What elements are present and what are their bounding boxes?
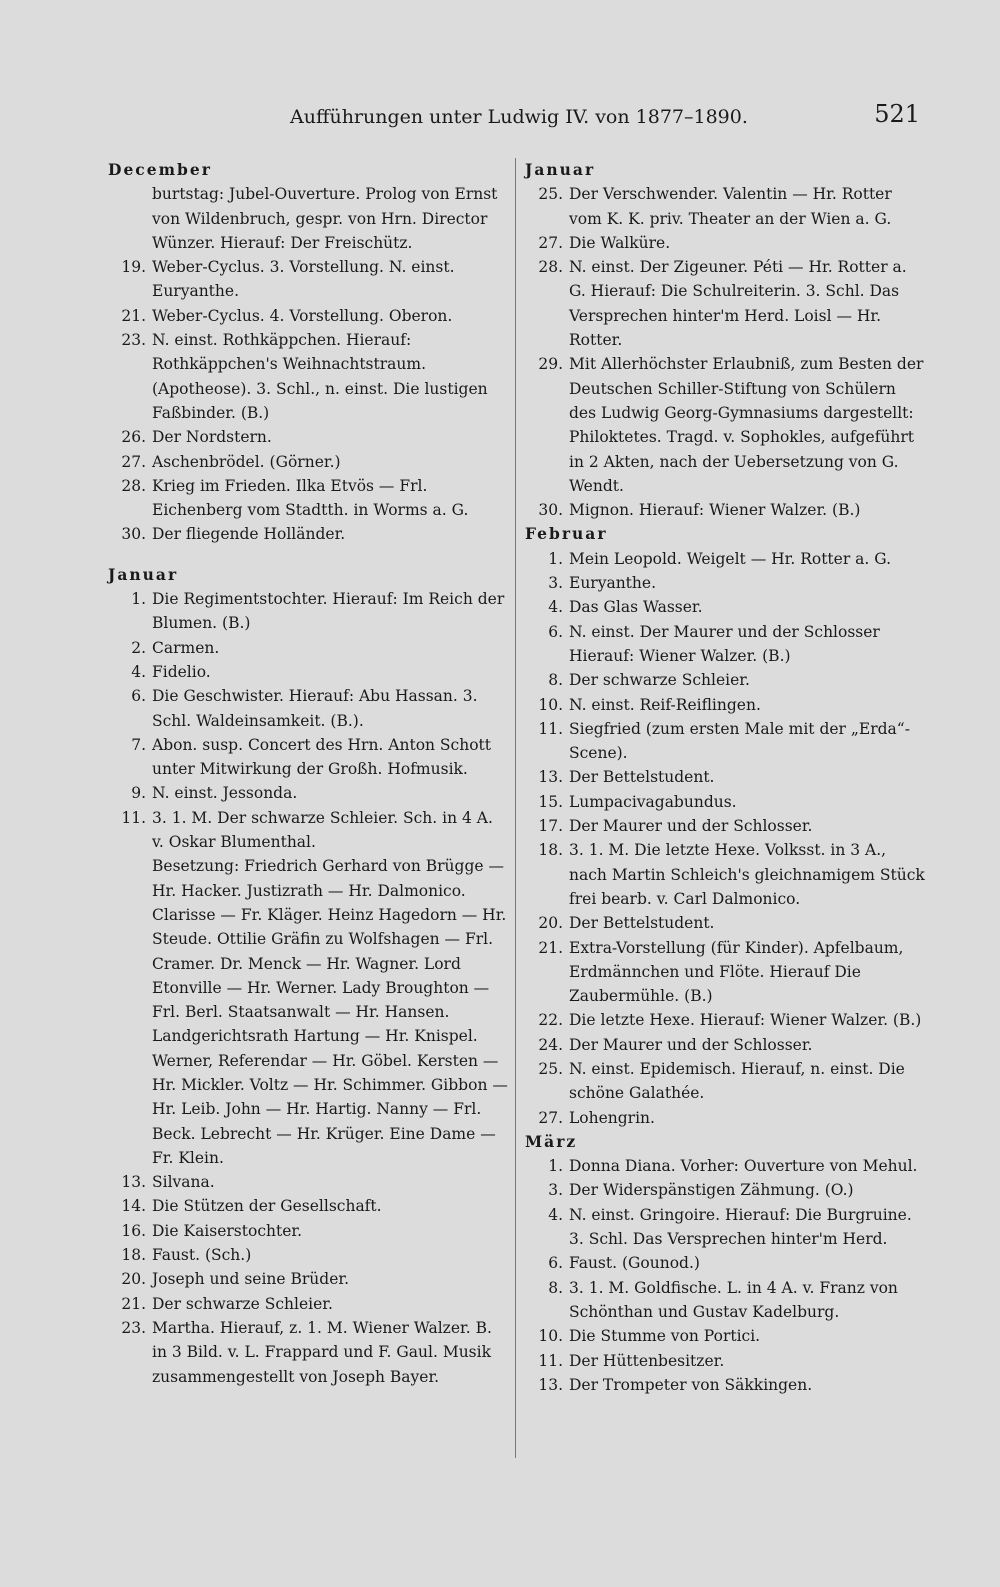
performance-entry <box>108 1292 508 1316</box>
performance-entry <box>525 838 925 911</box>
entry-date: 15. <box>538 792 563 811</box>
entry-text: N. einst. Reif-Reiflingen. <box>569 695 761 714</box>
entry-date: 17. <box>538 817 563 836</box>
performance-entry <box>108 660 508 684</box>
entry-text: Lohengrin. <box>569 1108 655 1127</box>
entry-text: Der Bettelstudent. <box>569 914 715 933</box>
entry-text: Der Maurer und der Schlosser. <box>569 1035 813 1054</box>
entry-text: Faust. (Sch.) <box>152 1246 252 1265</box>
entry-date: 11. <box>538 1351 563 1370</box>
month-heading: Februar <box>525 524 608 544</box>
performance-entry <box>108 733 508 782</box>
entry-text: Extra-Vorstellung (für Kinder). Apfelbaum, Erdmännchen und Flöte. Hierauf Die Zaubermühle. (B.) <box>569 938 904 1006</box>
performance-entry <box>525 765 925 789</box>
entry-date: 6. <box>548 1254 563 1273</box>
entry-text: Die Regimentstochter. Hierauf: Im Reich der Blumen. (B.) <box>152 590 505 633</box>
entry-date: 20. <box>121 1270 146 1289</box>
performance-entry <box>525 595 925 619</box>
entry-date: 30. <box>121 525 146 544</box>
entry-date: 10. <box>538 1327 563 1346</box>
entry-text: Donna Diana. Vorher: Ouverture von Mehul. <box>569 1157 918 1176</box>
entry-text: N. einst. Epidemisch. Hierauf, n. einst. Die schöne Galathée. <box>569 1059 905 1103</box>
entry-date: 13. <box>538 1375 563 1394</box>
entry-text: Die Walküre. <box>569 233 671 252</box>
month-heading: Januar <box>108 564 179 584</box>
performance-entry <box>525 1033 925 1057</box>
entry-date: 4. <box>548 1205 563 1224</box>
entry-date: 21. <box>538 938 563 957</box>
entry-date: 11. <box>538 719 563 738</box>
right-column <box>525 158 925 1397</box>
entry-text: N. einst. Der Maurer und der Schlosser Hierauf: Wiener Walzer. (B.) <box>569 622 880 665</box>
entry-date: 18. <box>538 841 563 860</box>
performance-entry <box>525 1154 925 1178</box>
entry-date: 28. <box>538 258 563 277</box>
entry-date: 8. <box>548 671 563 690</box>
performance-entry <box>525 1324 925 1348</box>
entry-text: Aschenbrödel. (Görner.) <box>152 452 341 471</box>
performance-entry <box>525 1349 925 1373</box>
entry-date: 13. <box>121 1173 146 1192</box>
entry-text: Die Geschwister. Hierauf: Abu Hassan. 3. Schl. Waldeinsamkeit. (B.). <box>152 687 478 730</box>
left-column <box>108 158 508 1389</box>
performance-entry <box>108 587 508 636</box>
entry-text: Die Stumme von Portici. <box>569 1327 761 1346</box>
performance-entry <box>108 684 508 733</box>
month-heading: Januar <box>525 160 596 179</box>
performance-entry <box>525 717 925 766</box>
entry-text: N. einst. Jessonda. <box>152 784 298 803</box>
performance-entry <box>525 911 925 935</box>
performance-entry <box>108 1267 508 1291</box>
performance-entry <box>525 547 925 571</box>
performance-entry <box>525 790 925 814</box>
entry-date: 28. <box>121 476 146 495</box>
performance-entry <box>108 474 508 523</box>
entry-date: 24. <box>538 1035 563 1054</box>
entry-text: Der Verschwender. Valentin — Hr. Rotter vom K. K. priv. Theater an der Wien a. G. <box>569 185 892 228</box>
entry-date: 23. <box>121 331 146 350</box>
performance-entry <box>525 936 925 1009</box>
entry-date: 1. <box>548 1157 563 1176</box>
performance-entry <box>108 781 508 805</box>
performance-entry <box>525 1178 925 1202</box>
entry-date: 20. <box>538 914 563 933</box>
entry-text: Der Nordstern. <box>152 428 272 447</box>
entry-continuation: Besetzung: Friedrich Gerhard von Brügge — Hr. Hacker. Justizrath — Hr. Dalmonico. Clarisse — Fr. Kläger. Heinz Hagedorn — Hr. Steude. Ottilie Gräfin zu Wolfshagen — Frl. Cramer. Dr. Menck — Hr. Wagner. Lord Etonville — Hr. Werner. Lady Broughton — Frl. Berl. Staatsanwalt — Hr. Hansen. Landgerichtsrath Hartung — Hr. Knispel. Werner, Referendar — Hr. Göbel. Kersten — Hr. Mickler. Voltz — Hr. Schimmer. Gibbon — Hr. Leib. John — Hr. Hartig. Nanny — Frl. Beck. Lebrecht — Hr. Krüger. Eine Dame — Fr. Klein. <box>152 857 508 1167</box>
entry-text: Der Hüttenbesitzer. <box>569 1351 725 1370</box>
performance-entry <box>525 1203 925 1252</box>
performance-entry <box>525 231 925 255</box>
entry-text: Der schwarze Schleier. <box>569 671 750 690</box>
performance-entry <box>525 571 925 595</box>
entry-text: 3. 1. M. Die letzte Hexe. Volksst. in 3 A., nach Martin Schleich's gleichnamigem Stück frei bearb. v. Carl Dalmonico. <box>569 841 925 908</box>
performance-entry <box>108 304 508 328</box>
entry-date: 21. <box>121 306 146 325</box>
entry-date: 7. <box>131 735 146 754</box>
performance-entry <box>525 693 925 717</box>
column-divider <box>515 158 516 1458</box>
entry-date: 3. <box>548 1181 563 1200</box>
entry-date: 6. <box>548 622 563 641</box>
entry-text: 3. 1. M. Der schwarze Schleier. Sch. in 4 A. v. Oskar Blumenthal. <box>152 808 493 852</box>
performance-entry <box>525 182 925 231</box>
performance-entry <box>525 1251 925 1275</box>
entry-date: 9. <box>131 784 146 803</box>
entry-date: 4. <box>548 598 563 617</box>
performance-entry <box>108 1194 508 1218</box>
entry-text: Siegfried (zum ersten Male mit der „Erda“-Scene). <box>569 719 910 763</box>
entry-text: Der Bettelstudent. <box>569 768 715 787</box>
entry-text: Der Maurer und der Schlosser. <box>569 817 813 836</box>
entry-date: 26. <box>121 428 146 447</box>
entry-text: Euryanthe. <box>569 574 656 593</box>
entry-date: 25. <box>538 185 563 204</box>
entry-text: Abon. susp. Concert des Hrn. Anton Schott unter Mitwirkung der Großh. Hofmusik. <box>152 735 492 779</box>
entry-date: 22. <box>538 1011 563 1030</box>
performance-entry <box>525 620 925 669</box>
entry-text: Der schwarze Schleier. <box>152 1294 333 1313</box>
entry-date: 27. <box>121 452 146 471</box>
entry-date: 27. <box>538 1108 563 1127</box>
entry-date: 30. <box>538 501 563 520</box>
entry-text: Martha. Hierauf, z. 1. M. Wiener Walzer. B. in 3 Bild. v. L. Frappard und F. Gaul. Musik zusammengestellt von Joseph Bayer. <box>152 1318 492 1386</box>
performance-entry <box>525 255 925 352</box>
performance-entry <box>525 352 925 498</box>
entry-date: 1. <box>131 590 146 609</box>
entry-text: Weber-Cyclus. 3. Vorstellung. N. einst. Euryanthe. <box>152 258 455 301</box>
entry-text: Der fliegende Holländer. <box>152 525 346 544</box>
performance-entry <box>525 1057 925 1106</box>
page-number: 521 <box>874 100 920 128</box>
entry-text: N. einst. Rothkäppchen. Hierauf: Rothkäppchen's Weihnachtstraum. (Apotheose). 3. Schl., n. einst. Die lustigen Faßbinder. (B.) <box>152 331 488 422</box>
performance-entry <box>108 1316 508 1389</box>
performance-entry <box>525 1106 925 1130</box>
entry-text: Joseph und seine Brüder. <box>152 1270 349 1289</box>
entry-text: Silvana. <box>152 1173 215 1192</box>
entry-text: Krieg im Frieden. Ilka Etvös — Frl. Eichenberg vom Stadtth. in Worms a. G. <box>152 476 469 520</box>
entry-text: Die letzte Hexe. Hierauf: Wiener Walzer. (B.) <box>569 1011 922 1030</box>
entry-date: 21. <box>121 1294 146 1313</box>
performance-entry <box>525 1008 925 1032</box>
entry-text: Die Kaiserstochter. <box>152 1221 303 1240</box>
entry-date: 4. <box>131 662 146 681</box>
performance-entry <box>525 498 925 522</box>
entry-text: Der Trompeter von Säkkingen. <box>569 1375 813 1394</box>
entry-text: Mein Leopold. Weigelt — Hr. Rotter a. G. <box>569 549 892 568</box>
entry-text: Faust. (Gounod.) <box>569 1254 700 1273</box>
performance-entry <box>108 450 508 474</box>
entry-text: Lumpacivagabundus. <box>569 792 737 811</box>
performance-entry <box>108 425 508 449</box>
entry-text: 3. 1. M. Goldfische. L. in 4 A. v. Franz von Schönthan und Gustav Kadelburg. <box>569 1278 898 1321</box>
entry-date: 23. <box>121 1318 146 1337</box>
entry-date: 8. <box>548 1278 563 1297</box>
entry-date: 2. <box>131 638 146 657</box>
performance-entry <box>108 636 508 660</box>
entry-text: Der Widerspänstigen Zähmung. (O.) <box>569 1181 854 1200</box>
entry-text: Mignon. Hierauf: Wiener Walzer. (B.) <box>569 501 861 520</box>
entry-date: 13. <box>538 768 563 787</box>
month-heading: December <box>108 160 212 179</box>
entry-date: 6. <box>131 687 146 706</box>
entry-text: Weber-Cyclus. 4. Vorstellung. Oberon. <box>152 306 453 325</box>
performance-entry <box>108 255 508 304</box>
entry-date: 19. <box>121 258 146 277</box>
running-title: Aufführungen unter Ludwig IV. von 1877–1890. <box>290 106 748 128</box>
entry-text: N. einst. Gringoire. Hierauf: Die Burgruine. 3. Schl. Das Versprechen hinter'm Herd. <box>569 1205 912 1249</box>
performance-entry <box>108 1170 508 1194</box>
entry-date: 14. <box>121 1197 146 1216</box>
entry-text: Carmen. <box>152 638 220 657</box>
entry-date: 29. <box>538 355 563 374</box>
entry-text: Fidelio. <box>152 662 211 681</box>
performance-entry <box>525 668 925 692</box>
performance-entry <box>525 1276 925 1325</box>
entry-text: Die Stützen der Gesellschaft. <box>152 1197 382 1216</box>
performance-entry <box>108 1243 508 1267</box>
performance-entry <box>525 814 925 838</box>
entry-text: N. einst. Der Zigeuner. Péti — Hr. Rotter a. G. Hierauf: Die Schulreiterin. 3. Schl. Das Versprechen hinter'm Herd. Loisl — Hr. Rotter. <box>569 258 907 350</box>
entry-text: Mit Allerhöchster Erlaubniß, zum Besten der Deutschen Schiller-Stiftung von Schülern des Ludwig Georg-Gymnasiums dargestellt: Philoktetes. Tragd. v. Sophokles, aufgeführt in 2 Akten, nach der Uebersetzung von G. Wendt. <box>569 355 924 495</box>
entry-date: 3. <box>548 574 563 593</box>
entry-date: 25. <box>538 1059 563 1078</box>
performance-entry <box>108 522 508 546</box>
performance-entry <box>108 806 508 855</box>
entry-date: 11. <box>121 808 146 827</box>
entry-date: 10. <box>538 695 563 714</box>
entry-date: 16. <box>121 1221 146 1240</box>
performance-entry <box>525 1373 925 1397</box>
entry-date: 1. <box>548 549 563 568</box>
entry-text: Das Glas Wasser. <box>569 598 703 617</box>
entry-continuation: burtstag: Jubel-Ouverture. Prolog von Ernst von Wildenbruch, gespr. von Hrn. Director Wünzer. Hierauf: Der Freischütz. <box>152 185 498 252</box>
spacer <box>108 547 508 563</box>
performance-entry <box>108 328 508 425</box>
entry-date: 27. <box>538 233 563 252</box>
entry-date: 18. <box>121 1246 146 1265</box>
month-heading: März <box>525 1131 578 1151</box>
performance-entry <box>108 1219 508 1243</box>
